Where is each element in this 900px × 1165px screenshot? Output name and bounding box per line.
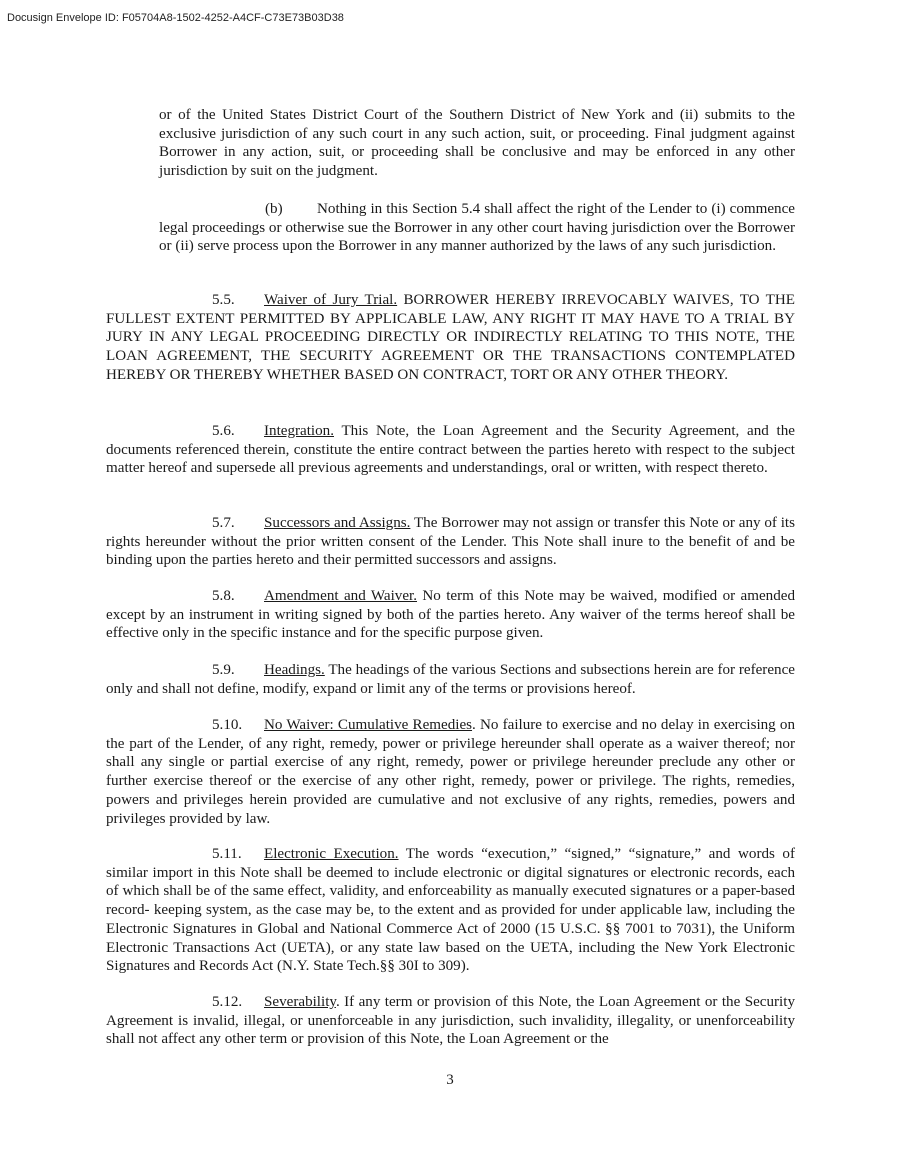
section-number: 5.10. <box>212 717 243 733</box>
section-heading: Waiver of Jury Trial. <box>264 292 398 308</box>
section-number: 5.8. <box>212 588 235 604</box>
section-heading: Successors and Assigns. <box>264 515 411 531</box>
envelope-id: Docusign Envelope ID: F05704A8-1502-4252-A4CF-C73E73B03D38 <box>7 12 344 24</box>
section-text: BORROWER HEREBY IRREVOCABLY WAIVES, TO THE FULLEST EXTENT PERMITTED BY APPLICABLE LAW, ANY RIGHT IT MAY HAVE TO A TRIAL BY JURY IN ANY LEGAL PROCEEDING DIRECTLY OR INDIRECTLY RELATING TO THIS NOTE, THE LOAN AGREEMENT, THE SECURITY AGREEMENT OR THE TRANSACTIONS CONTEMPLATED HEREBY OR THEREBY WHETHER BASED ON CONTRACT, TORT OR ANY OTHER THEORY. <box>106 292 795 383</box>
page-number: 3 <box>446 1072 454 1088</box>
section-number: 5.7. <box>212 515 235 531</box>
section-number: 5.11. <box>212 846 242 862</box>
section-5-12 <box>106 993 795 1049</box>
section-5-9 <box>106 661 795 698</box>
section-text: This Note, the Loan Agreement and the Security Agreement, and the documents referenced therein, constitute the entire contract between the parties hereto with respect to the subject matter hereof and supersede all previous agreements and understandings, oral or written, with respect thereto. <box>106 423 795 477</box>
section-number: 5.12. <box>212 994 243 1010</box>
section-5-11 <box>106 845 795 976</box>
section-5-5 <box>106 291 795 385</box>
section-text: . If any term or provision of this Note, the Loan Agreement or the Security Agreement is invalid, illegal, or unenforceable in any jurisdiction, such invalidity, illegality, or unenforceability shall not affect any other term or provision of this Note, the Loan Agreement or the <box>106 994 795 1048</box>
section-5-10 <box>106 716 795 828</box>
section-5-6 <box>106 422 795 478</box>
section-text: The words “execution,” “signed,” “signature,” and words of similar import in this Note shall be deemed to include electronic or digital signatures or electronic records, each of which shall be of the same effect, validity, and enforceability as manually executed signatures or a paper-based record- keeping system, as the case may be, to the extent and as provided for under applicable law, including the Electronic Signatures in Global and National Commerce Act of 2000 (15 U.S.C. §§ 7001 to 7031), the Uniform Electronic Transactions Act (UETA), or any state law based on the UETA, including the New York Electronic Signatures and Records Act (N.Y. State Tech.§§ 30I to 309). <box>106 846 795 975</box>
section-heading: Severability <box>264 994 336 1010</box>
section-text: The Borrower may not assign or transfer this Note or any of its rights hereunder without the prior written consent of the Lender. This Note shall inure to the benefit of and be binding upon the parties hereto and their permitted successors and assigns. <box>106 515 795 569</box>
section-text: No term of this Note may be waived, modified or amended except by an instrument in writing signed by both of the parties hereto. Any waiver of the terms hereof shall be effective only in the specific instance and for the specific purpose given. <box>106 588 796 642</box>
section-heading: No Waiver: Cumulative Remedies <box>264 717 473 733</box>
section-heading: Headings. <box>264 662 325 678</box>
subsection-b <box>159 200 795 256</box>
section-number: 5.9. <box>212 662 235 678</box>
section-number: 5.6. <box>212 423 235 439</box>
continuation-paragraph: or of the United States District Court of the Southern District of New York and (ii) submits to the exclusive jurisdiction of any such court in any such action, suit, or proceeding. Final judgment against Borrower in any action, suit, or proceeding shall be conclusive and may be enforced in any other jurisdiction by suit on the judgment. <box>159 107 795 180</box>
subsection-b-text: Nothing in this Section 5.4 shall affect the right of the Lender to (i) commence legal proceedings or otherwise sue the Borrower in any other court having jurisdiction over the Borrower or (ii) serve process upon the Borrower in any manner authorized by the laws of any such jurisdiction. <box>159 201 795 255</box>
section-heading: Electronic Execution. <box>264 846 399 862</box>
section-text: . No failure to exercise and no delay in exercising on the part of the Lender, of any right, remedy, power or privilege hereunder shall operate as a waiver thereof; nor shall any single or partial exercise of any right, remedy, power or privilege hereunder preclude any other or further exercise thereof or the exercise of any other right, remedy, power or privilege. The rights, remedies, powers and privileges herein provided are cumulative and not exclusive of any rights, remedies, powers and privileges provided by law. <box>106 717 796 827</box>
subsection-b-label: (b) <box>265 201 283 217</box>
section-5-8 <box>106 587 795 643</box>
section-heading: Integration. <box>264 423 334 439</box>
section-5-7 <box>106 514 795 570</box>
section-heading: Amendment and Waiver. <box>264 588 418 604</box>
section-text: The headings of the various Sections and subsections herein are for reference only and shall not define, modify, expand or limit any of the terms or provisions hereof. <box>106 662 795 697</box>
section-number: 5.5. <box>212 292 235 308</box>
